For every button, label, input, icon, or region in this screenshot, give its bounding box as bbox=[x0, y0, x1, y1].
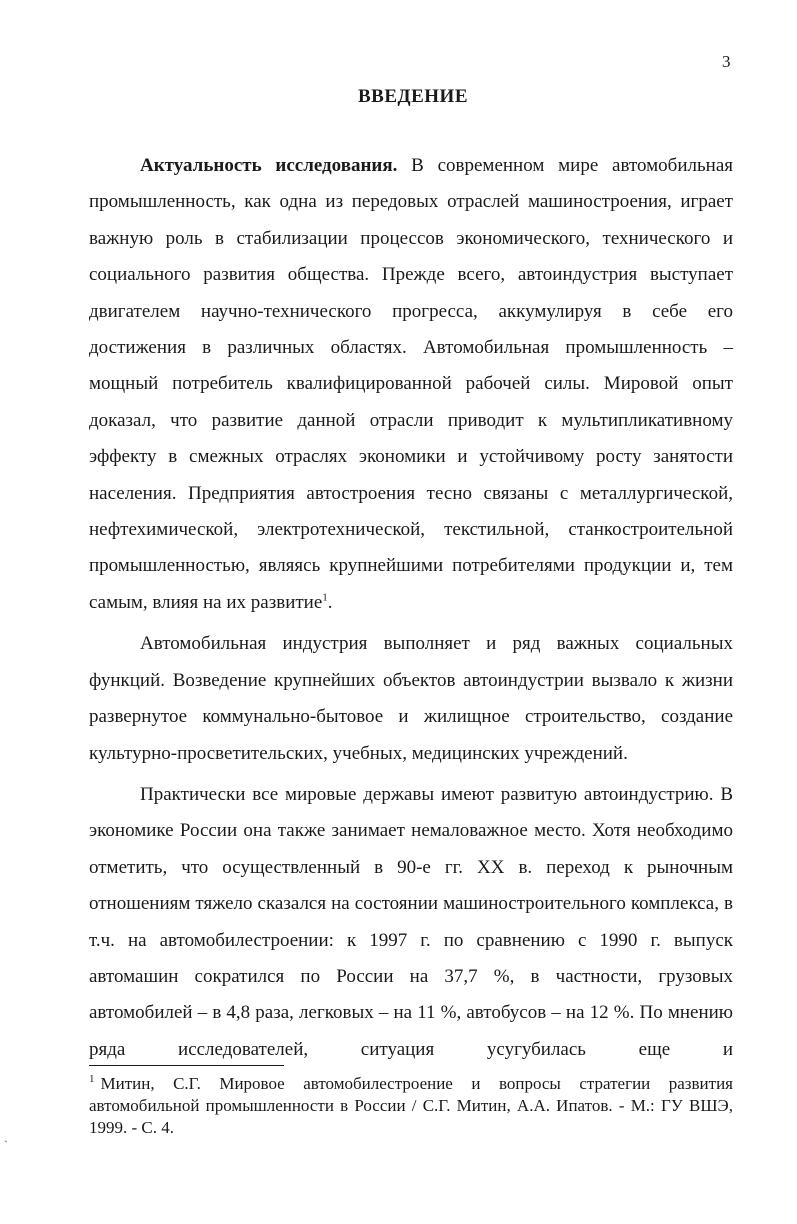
relevance-heading: Актуальность исследования. bbox=[140, 155, 398, 176]
relevance-end: . bbox=[327, 591, 333, 613]
footnote bbox=[89, 1073, 733, 1139]
footnote-mark: 1 bbox=[89, 1073, 95, 1086]
paragraph-relevance bbox=[89, 148, 733, 621]
footnote-separator bbox=[89, 1065, 284, 1066]
paragraph-social-functions: Автомобильная индустрия выполняет и ряд важных социальных функций. Возведение крупнейших объектов автоиндустрии вызвало к жизни развернутое коммунально-бытовое и жилищное строительство, создание культурно-просветительских, учебных, медицинских учреждений. bbox=[89, 633, 733, 764]
page-title: ВВЕДЕНИЕ bbox=[358, 86, 468, 107]
relevance-text: В современном мире автомобильная промышленность, как одна из передовых отраслей машиностроения, играет важную роль в стабилизации процессов экономического, технического и социального развития общества. Прежде всего, автоиндустрия выступает двигателем научно-технического прогресса, аккумулируя в себе его достижения в различных областях. Автомобильная промышленность – мощный потребитель квалифицированной рабочей силы. Мировой опыт доказал, что развитие данной отрасли приводит к мультипликативному эффекту в смежных отраслях экономики и устойчивому росту занятости населения. Предприятия автостроения тесно связаны с металлургической, нефтехимической, электротехнической, текстильной, станкостроительной промышленностью, являясь крупнейшими потребителями продукции и, тем самым, влияя на их развитие bbox=[89, 155, 733, 613]
paragraph-world-powers: Практически все мировые державы имеют развитую автоиндустрию. В экономике России она также занимает немаловажное место. Хотя необходимо отметить, что осуществленный в 90-е гг. XX в. переход к рыночным отношениям тяжело сказался на состоянии машиностроительного комплекса, в т.ч. на автомобилестроении: к 1997 г. по сравнению с 1990 г. выпуск автомашин сократился по России на 37,7 %, в частности, грузовых автомобилей – в 4,8 раза, легковых – на 11 %, автобусов – на 12 %. По мнению ряда исследователей, ситуация усугубилась еще и bbox=[89, 783, 733, 1060]
body-text bbox=[89, 148, 733, 1068]
page-number: 3 bbox=[722, 52, 731, 71]
scan-artifact: ` bbox=[4, 1138, 8, 1152]
footnote-text: Митин, С.Г. Мировое автомобилестроение и вопросы стратегии развития автомобильной промышленности в России / С.Г. Митин, А.А. Ипатов. - М.: ГУ ВШЭ, 1999. - С. 4. bbox=[89, 1074, 733, 1137]
footnote-reference[interactable]: 1 bbox=[322, 591, 328, 604]
